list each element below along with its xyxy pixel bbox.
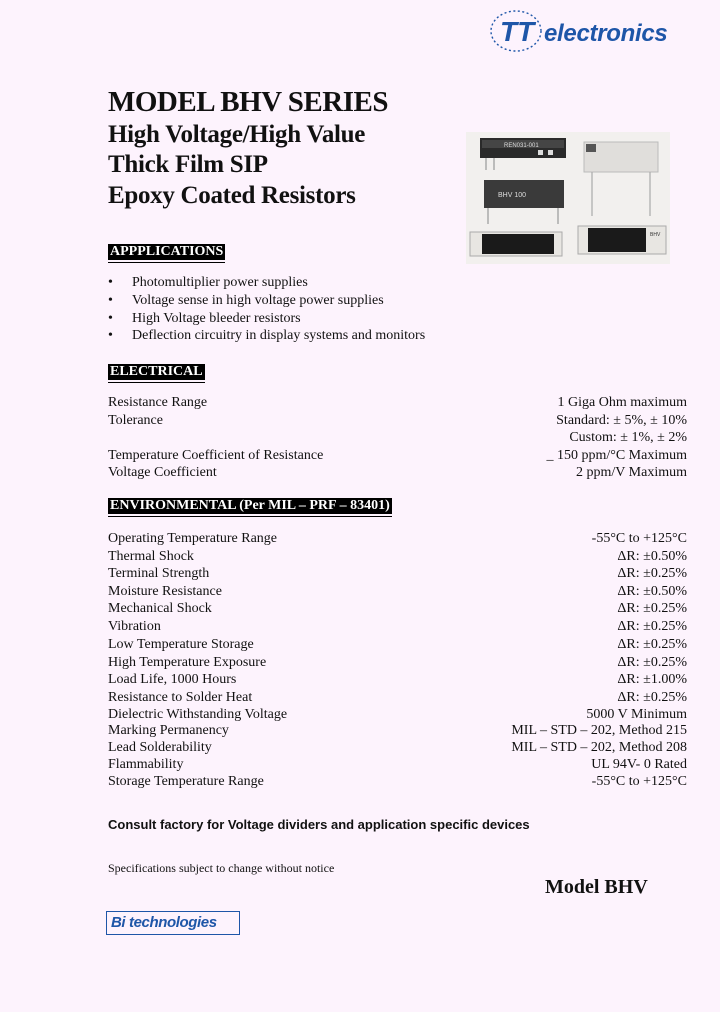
spec-label: Temperature Coefficient of Resistance bbox=[108, 448, 324, 463]
subtitle-line-3: Epoxy Coated Resistors bbox=[108, 182, 356, 209]
page-title: MODEL BHV SERIES bbox=[108, 86, 388, 118]
list-item: • High Voltage bleeder resistors bbox=[108, 310, 425, 328]
spec-label: Thermal Shock bbox=[108, 549, 194, 564]
spec-row bbox=[108, 689, 687, 706]
spec-label: Terminal Strength bbox=[108, 566, 210, 581]
spec-value: Standard: ± 5%, ± 10% bbox=[556, 413, 687, 428]
spec-label: Lead Solderability bbox=[108, 740, 212, 755]
spec-row bbox=[108, 773, 687, 790]
list-item: • Voltage sense in high voltage power supplies bbox=[108, 292, 425, 310]
spec-value: ΔR: ±0.25% bbox=[617, 690, 687, 705]
spec-value: MIL – STD – 202, Method 215 bbox=[511, 723, 687, 738]
bi-technologies-logo bbox=[106, 911, 240, 935]
resistor-label-c: BHV bbox=[650, 232, 661, 238]
spec-value: -55°C to +125°C bbox=[591, 531, 687, 546]
spec-label: Voltage Coefficient bbox=[108, 465, 217, 480]
tt-logo-letters: TT bbox=[500, 16, 535, 47]
spec-label: Tolerance bbox=[108, 413, 163, 428]
bi-logo-text: Bi technologies bbox=[111, 914, 217, 931]
product-photo bbox=[466, 132, 670, 264]
spec-value: ΔR: ±0.50% bbox=[617, 549, 687, 564]
resistor-bottom-right bbox=[578, 226, 666, 254]
spec-label: Resistance Range bbox=[108, 395, 208, 410]
spec-row bbox=[108, 739, 687, 756]
spec-row bbox=[108, 636, 687, 653]
spec-row bbox=[108, 654, 687, 671]
spec-row bbox=[108, 756, 687, 773]
spec-label: Load Life, 1000 Hours bbox=[108, 672, 237, 687]
spec-label: Mechanical Shock bbox=[108, 601, 212, 616]
spec-value: UL 94V- 0 Rated bbox=[591, 757, 687, 772]
spec-value: 5000 V Minimum bbox=[586, 707, 687, 722]
spec-value: ΔR: ±0.25% bbox=[617, 566, 687, 581]
spec-label: High Temperature Exposure bbox=[108, 655, 267, 670]
spec-row bbox=[108, 565, 687, 582]
spec-row bbox=[108, 548, 687, 565]
spec-row bbox=[108, 429, 687, 446]
electrical-heading: ELECTRICAL bbox=[110, 364, 203, 379]
spec-value: ΔR: ±0.25% bbox=[617, 655, 687, 670]
spec-label: Marking Permanency bbox=[108, 723, 229, 738]
list-item: • Photomultiplier power supplies bbox=[108, 274, 425, 292]
spec-row bbox=[108, 464, 687, 481]
spec-value: -55°C to +125°C bbox=[591, 774, 687, 789]
spec-row bbox=[108, 618, 687, 635]
spec-value: ΔR: ±1.00% bbox=[617, 672, 687, 687]
spec-value: Custom: ± 1%, ± 2% bbox=[569, 430, 687, 445]
spec-label: Low Temperature Storage bbox=[108, 637, 254, 652]
resistor-bottom-left bbox=[470, 232, 562, 256]
spec-label: Resistance to Solder Heat bbox=[108, 690, 253, 705]
spec-row bbox=[108, 722, 687, 739]
applications-heading: APPPLICATIONS bbox=[110, 244, 224, 259]
spec-row bbox=[108, 706, 687, 723]
spec-value: ΔR: ±0.50% bbox=[617, 584, 687, 599]
applications-list bbox=[108, 274, 425, 345]
model-label: Model BHV bbox=[545, 876, 648, 898]
spec-value: MIL – STD – 202, Method 208 bbox=[511, 740, 687, 755]
spec-row bbox=[108, 530, 687, 547]
spec-value: ΔR: ±0.25% bbox=[617, 637, 687, 652]
spec-row bbox=[108, 394, 687, 411]
spec-label: Storage Temperature Range bbox=[108, 774, 264, 789]
spec-row bbox=[108, 447, 687, 464]
spec-value: 1 Giga Ohm maximum bbox=[557, 395, 687, 410]
logo-wordmark: electronics bbox=[544, 20, 668, 47]
tt-logo-icon bbox=[488, 8, 548, 54]
tt-electronics-logo bbox=[488, 8, 688, 54]
change-notice: Specifications subject to change without notice bbox=[108, 861, 335, 875]
spec-row bbox=[108, 583, 687, 600]
subtitle-line-2: Thick Film SIP bbox=[108, 151, 268, 178]
environmental-heading: ENVIRONMENTAL (Per MIL – PRF – 83401) bbox=[110, 498, 390, 513]
spec-row bbox=[108, 671, 687, 688]
spec-value: ΔR: ±0.25% bbox=[617, 619, 687, 634]
spec-row bbox=[108, 600, 687, 617]
spec-label: Flammability bbox=[108, 757, 184, 772]
spec-label: Operating Temperature Range bbox=[108, 531, 278, 546]
resistor-label-a: REN031-001 bbox=[504, 143, 539, 149]
spec-label: Moisture Resistance bbox=[108, 584, 222, 599]
spec-value: 2 ppm/V Maximum bbox=[576, 465, 687, 480]
resistor-label-b: BHV 100 bbox=[498, 192, 527, 199]
subtitle-line-1: High Voltage/High Value bbox=[108, 121, 366, 148]
spec-row bbox=[108, 412, 687, 429]
consult-note: Consult factory for Voltage dividers and application specific devices bbox=[108, 817, 530, 832]
spec-value: _ 150 ppm/°C Maximum bbox=[546, 448, 687, 463]
spec-label: Vibration bbox=[108, 619, 161, 634]
spec-label: Dielectric Withstanding Voltage bbox=[108, 707, 288, 722]
spec-value: ΔR: ±0.25% bbox=[617, 601, 687, 616]
list-item: • Deflection circuitry in display systems and monitors bbox=[108, 327, 425, 345]
